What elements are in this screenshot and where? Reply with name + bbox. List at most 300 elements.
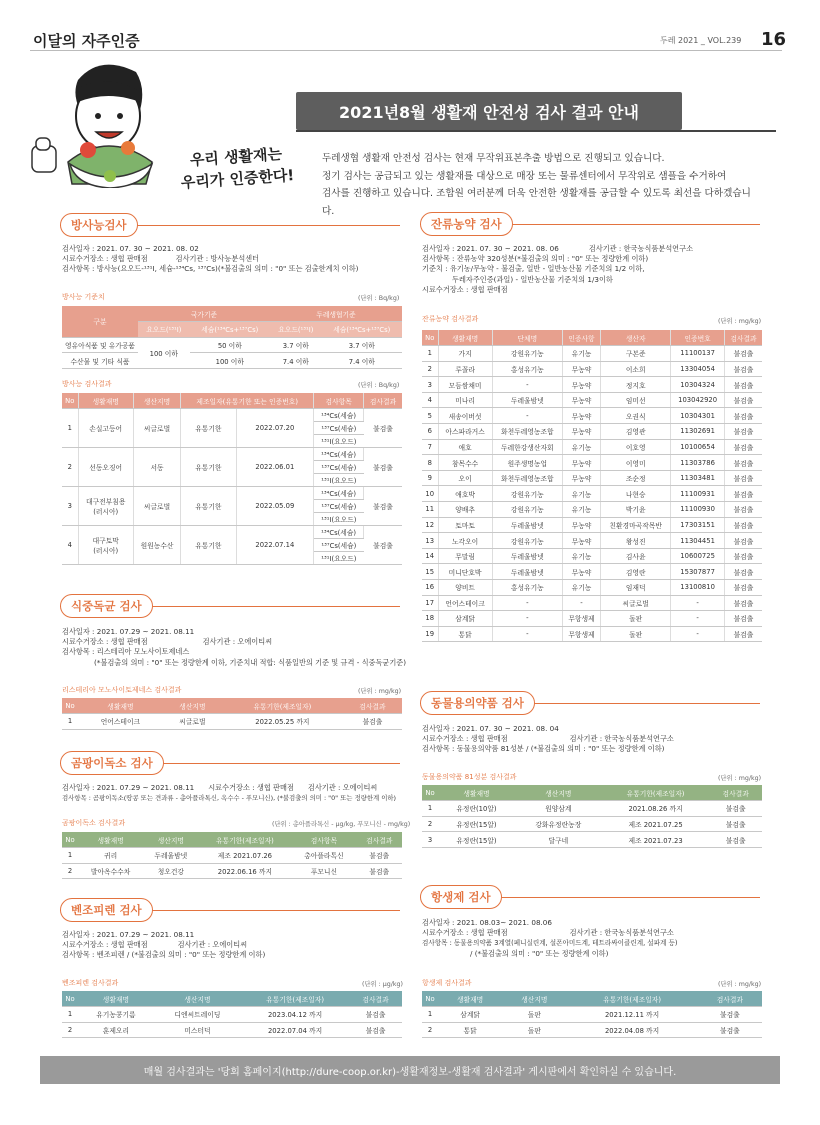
table-row [422, 1007, 762, 1023]
table-cell: 나현승 [601, 486, 671, 502]
table-row [422, 424, 762, 440]
table-cell: 임재덕 [601, 580, 671, 596]
table-cell: 13304054 [671, 361, 725, 377]
table-cell: 참목수수 [438, 455, 492, 471]
table-cell: 왕성진 [601, 533, 671, 549]
food-title: 식중독균 검사 [60, 594, 153, 618]
table-header-row [62, 991, 402, 1007]
table-cell: 오이 [438, 470, 492, 486]
table-row [62, 863, 402, 879]
table-cell: 무농약 [562, 455, 600, 471]
table-cell: 2021.08.26 까지 [602, 801, 710, 817]
unit-label: (단위 : μg/kg) [362, 981, 403, 988]
table-cell: 제조 2021.07.23 [602, 832, 710, 848]
table-row [422, 392, 762, 408]
radiation-title: 방사능검사 [60, 213, 138, 237]
column-header: 검사결과 [357, 832, 402, 848]
table-cell: 강원유기농 [492, 486, 562, 502]
table-cell: - [492, 377, 562, 393]
table-cell: 2 [62, 448, 78, 487]
pesticide-table [422, 330, 762, 642]
table-cell: 2022.07.04 까지 [241, 1022, 349, 1038]
table-header-row [62, 832, 402, 848]
table-cell: - [492, 595, 562, 611]
slogan: 우리 생활재는 우리가 인증한다! [180, 144, 295, 192]
column-header: No [62, 832, 78, 848]
table-cell: 2 [422, 1022, 438, 1038]
table-cell: ¹³⁴Cs(세슘) [314, 526, 364, 539]
table-cell: 10304324 [671, 377, 725, 393]
column-header: 생활재명 [438, 330, 492, 346]
table-cell: 이소희 [601, 361, 671, 377]
table-cell: 양배추 [438, 502, 492, 518]
table-cell: 미스터덕 [154, 1022, 241, 1038]
table-cell: ¹³⁷Cs(세슘) [314, 500, 364, 513]
table-row [422, 486, 762, 502]
table-row [62, 1007, 402, 1023]
table-row [62, 1022, 402, 1038]
table-cell: 대구토막 (러시아) [78, 526, 133, 565]
table-row [62, 714, 402, 730]
table-cell: 씨글로벌 [163, 714, 222, 730]
table-cell: 11304451 [671, 533, 725, 549]
table-caption: 잔류농약 검사결과 [422, 315, 479, 323]
table-cell: 원양삼계 [515, 801, 602, 817]
table-row [422, 801, 762, 817]
table-header-row [422, 785, 762, 801]
table-cell: 무농약 [562, 424, 600, 440]
pesticide-info: 검사일자 : 2021. 07. 30 ~ 2021. 08. 06 검사기관 : 한국농식품분석연구소 검사항목 : 잔류농약 320성분(*불검출의 의미 : "0" 또는 정량한계 이하) 기준치 : 유기농/무농약 - 불검출, 일반 - 일반농산물 기준치의 1/2 이하, 두레자주인증(과일) - 일반농산물 기준치의 1/3이하 시료수거장소 : 생협 판매점 [422, 244, 694, 294]
table-cell: 2022.04.08 까지 [566, 1022, 697, 1038]
table-cell: 2022.07.20 [236, 409, 314, 448]
column-header: 유통기한(제조일자) [566, 991, 697, 1007]
table-cell: 통닭 [438, 1022, 502, 1038]
table-cell: 불검출 [709, 832, 762, 848]
table-row [422, 595, 762, 611]
table-cell: 돌판 [601, 611, 671, 627]
column-header: No [422, 991, 438, 1007]
column-header: 검사결과 [709, 785, 762, 801]
table-cell: 불검출 [724, 611, 762, 627]
table-cell: 불검출 [724, 533, 762, 549]
table-cell: 11100137 [671, 346, 725, 362]
table-cell: 유정란(15알) [438, 816, 515, 832]
column-header: 생활재명 [78, 832, 143, 848]
table-row [422, 517, 762, 533]
table-cell: 2 [62, 863, 78, 879]
table-cell: - [671, 595, 725, 611]
table-cell: 돌판 [502, 1007, 566, 1023]
table-caption: 항생제 검사결과 [422, 979, 472, 987]
table-cell: 두레울밤넷 [492, 548, 562, 564]
table-row [62, 526, 402, 539]
table-cell: 삼계닭 [438, 611, 492, 627]
radiation-info: 검사일자 : 2021. 07. 30 ~ 2021. 08. 02 시료수거장소 : 생협 판매점 검사기관 : 방사능분석센터 검사항목 : 방사능(요오드-¹³¹I, 세슘-¹³⁴Cs, ¹³⁷Cs)(*불검출의 의미 : "0" 또는 검출한계치 이하) [62, 244, 359, 274]
table-cell: 7 [422, 439, 438, 455]
unit-label: (단위 : Bq/kg) [358, 295, 400, 302]
table-cell: 1 [422, 801, 438, 817]
table-cell: 2 [422, 816, 438, 832]
table-row [422, 626, 762, 642]
antibiotic-title: 항생제 검사 [420, 885, 502, 909]
column-header: 검사결과 [724, 330, 762, 346]
table-cell: 손실고등어 [78, 409, 133, 448]
table-cell: 김사윤 [601, 548, 671, 564]
unit-label: (단위 : mg/kg) [718, 981, 762, 988]
table-cell: 원원농수산 [133, 526, 180, 565]
table-row [422, 346, 762, 362]
table-cell: 불검출 [724, 377, 762, 393]
table-cell: 불검출 [724, 470, 762, 486]
table-cell: 미니단호박 [438, 564, 492, 580]
page-title: 2021년8월 생활재 안전성 검사 결과 안내 [296, 92, 682, 130]
table-cell: 불검출 [709, 801, 762, 817]
column-header: 생활재명 [78, 991, 154, 1007]
table-cell: 달구네 [515, 832, 602, 848]
table-cell: 불검출 [724, 392, 762, 408]
table-cell: 유기농 [562, 486, 600, 502]
food-table [62, 698, 402, 730]
table-cell: 불검출 [724, 455, 762, 471]
table-cell: 불검출 [364, 487, 402, 526]
table-cell: ¹³⁴Cs(세슘) [314, 409, 364, 422]
table-cell: 불검출 [724, 548, 762, 564]
table-cell: 대구전부침용 (러시아) [78, 487, 133, 526]
table-cell: 1 [62, 409, 78, 448]
table-cell: 5 [422, 408, 438, 424]
table-cell: 10600725 [671, 548, 725, 564]
table-cell: 돌판 [502, 1022, 566, 1038]
table-cell: 2 [422, 361, 438, 377]
table-cell: ¹³⁴Cs(세슘) [314, 487, 364, 500]
benzo-info: 검사일자 : 2021. 07.29 ~ 2021. 08.11 시료수거장소 : 생협 판매점 검사기관 : 오에이티씨 검사항목 : 벤조피렌 / (*불검출의 의미 : "0" 또는 정량한계 이하) [62, 930, 266, 960]
table-cell: 무농약 [562, 564, 600, 580]
table-cell: 노각오이 [438, 533, 492, 549]
table-cell: 가지 [438, 346, 492, 362]
table-cell: 불검출 [724, 361, 762, 377]
table-cell: 2022.06.01 [236, 448, 314, 487]
table-caption: 곰팡이독소 검사결과 [62, 819, 126, 827]
table-cell: 1 [62, 1007, 78, 1023]
table-cell: 18 [422, 611, 438, 627]
animal-title: 동물용의약품 검사 [420, 691, 535, 715]
header-rule [30, 50, 782, 51]
table-cell: 10304301 [671, 408, 725, 424]
column-header: No [422, 330, 438, 346]
table-cell: 김영란 [601, 564, 671, 580]
table-cell: 돌판 [601, 626, 671, 642]
table-cell: 강화유정란농장 [515, 816, 602, 832]
column-header: 검사결과 [343, 698, 402, 714]
table-row [62, 848, 402, 864]
table-cell: 2023.04.12 까지 [241, 1007, 349, 1023]
table-cell: 불검출 [724, 408, 762, 424]
table-cell: 유통기한 [181, 409, 236, 448]
column-header: 인증번호 [671, 330, 725, 346]
table-cell: 불검출 [364, 448, 402, 487]
table-header-row [422, 991, 762, 1007]
column-header: 유통기한(제조일자) [602, 785, 710, 801]
table-cell: 불검출 [724, 580, 762, 596]
table-cell: 통닭 [438, 626, 492, 642]
table-cell: 2022.07.14 [236, 526, 314, 565]
table-cell: 2 [62, 1022, 78, 1038]
table-cell: 유정란(10알) [438, 801, 515, 817]
intro-text: 두레생협 생활재 안전성 검사는 현재 무작위표본추출 방법으로 진행되고 있습니다. 정기 검사는 공급되고 있는 생활재를 대상으로 매장 또는 물류센터에서 무작위로 샘플을 수거하여 검사를 진행하고 있습니다. 조합원 여러분께 더욱 안전한 생활재를 공급할 수 있도록 최선을 다하겠습니다. [322, 153, 751, 217]
table-cell: 모듬쌈채미 [438, 377, 492, 393]
table-cell: 유기농 [562, 346, 600, 362]
animal-table [422, 785, 762, 848]
table-row [422, 580, 762, 596]
table-cell: ¹³¹I(요오드) [314, 552, 364, 565]
column-header: 유통기한(제조일자) [198, 832, 291, 848]
table-cell: 김영관 [601, 424, 671, 440]
table-cell: - [671, 611, 725, 627]
table-row [422, 1022, 762, 1038]
table-cell: 불검출 [724, 486, 762, 502]
unit-label: (단위 : mg/kg) [718, 775, 762, 782]
table-cell: 11303481 [671, 470, 725, 486]
table-cell: 불검출 [357, 863, 402, 879]
table-cell: 친환경마곡작목반 [601, 517, 671, 533]
table-cell: 무말림 [438, 548, 492, 564]
table-cell: 불검출 [724, 595, 762, 611]
table-cell: 디엔씨트레이딩 [154, 1007, 241, 1023]
table-cell: 유기농 [562, 548, 600, 564]
table-cell: 10100654 [671, 439, 725, 455]
table-cell: 두레울밤넷 [492, 564, 562, 580]
radiation-standard-table: 구분 국가기준 두레생협기준 요오드(¹³¹I) 세슘(¹³⁴Cs+¹³⁷Cs) 요오드(¹³¹I) 세슘(¹³⁴Cs+¹³⁷Cs) 영유아식품 및 유가공품 100 이하 50 이하 3.7 이하 3.7 이하 수산물 및 기타 식품 100 이하 7.4 이하 7.4 이하 [62, 306, 402, 369]
table-cell: 불검출 [364, 526, 402, 565]
table-cell: 정지호 [601, 377, 671, 393]
table-cell: 애호박 [438, 486, 492, 502]
table-cell: 두레울밤넷 [492, 392, 562, 408]
table-cell: 임미선 [601, 392, 671, 408]
table-row [422, 408, 762, 424]
footer-notice: 매월 검사결과는 '당회 홈페이지(http://dure-coop.or.kr)-생활재정보-생활재 검사결과' 게시판에서 확인하실 수 있습니다. [40, 1056, 780, 1084]
table-cell: 유통기한 [181, 526, 236, 565]
table-cell: 9 [422, 470, 438, 486]
table-cell: 무농약 [562, 377, 600, 393]
table-cell: 3 [422, 832, 438, 848]
animal-info: 검사일자 : 2021. 07. 30 ~ 2021. 08. 04 시료수거장소 : 생협 판매점 검사기관 : 한국농식품분석연구소 검사항목 : 동물용의약품 81성분 / (*불검출의 의미 : "0" 또는 정량한계 이하) [422, 724, 674, 754]
table-cell: 11100931 [671, 486, 725, 502]
table-cell: 두레울밤넷 [492, 517, 562, 533]
table-cell: ¹³¹I(요오드) [314, 435, 364, 448]
table-cell: 불검출 [724, 502, 762, 518]
table-row [422, 611, 762, 627]
table-cell: 유통기한 [181, 448, 236, 487]
table-cell: 무농약 [562, 392, 600, 408]
table-row [422, 470, 762, 486]
table-row [62, 409, 402, 422]
table-cell: 이호영 [601, 439, 671, 455]
unit-label: (단위 : 총아플라톡신 - μg/kg, 푸모니신 - mg/kg) [272, 821, 411, 828]
table-cell: 푸모니신 [291, 863, 356, 879]
table-cell: 서동 [133, 448, 180, 487]
table-caption: 방사능 기준치 [62, 293, 105, 301]
table-cell: 강원유기농 [492, 346, 562, 362]
mold-info: 검사일자 : 2021. 07.29 ~ 2021. 08.11 시료수거장소 : 생협 판매점 검사기관 : 오에이티씨 검사항목 : 곰팡이독소(땅콩 또는 견과류 - 총아플라톡신, 옥수수 - 푸모니신), (*불검출의 의미 : "0" 또는 정량한계 이하) [62, 783, 397, 803]
table-cell: 무농약 [562, 408, 600, 424]
table-cell: 15307877 [671, 564, 725, 580]
food-info: 검사일자 : 2021. 07.29 ~ 2021. 08.11 시료수거장소 : 생협 판매점 검사기관 : 오에이티씨 검사항목 : 리스테리아 모노사이토제네스 (*불검출의 의미 : "0" 또는 정량한계 이하, 기준치내 적합: 식품일반의 기준 및 규격 - 식중독균기준) [62, 627, 407, 667]
column-header: 생활재명 [438, 991, 502, 1007]
table-row [422, 361, 762, 377]
table-cell: 애호 [438, 439, 492, 455]
table-cell: 유기농 [562, 580, 600, 596]
column-header: 인증사항 [562, 330, 600, 346]
table-cell: 유기농 [562, 439, 600, 455]
title-rule [296, 130, 776, 132]
table-cell: 11100930 [671, 502, 725, 518]
table-cell: 오권식 [601, 408, 671, 424]
table-cell: ¹³⁷Cs(세슘) [314, 422, 364, 435]
table-cell: 강원유기농 [492, 533, 562, 549]
column-header: 생활재명 [78, 698, 163, 714]
table-cell: 강원유기농 [492, 502, 562, 518]
table-cell: 10 [422, 486, 438, 502]
table-cell: 1 [62, 848, 78, 864]
column-header: 생산지명 [154, 991, 241, 1007]
column-header: 검사결과 [698, 991, 762, 1007]
table-cell: 불검출 [724, 517, 762, 533]
table-cell: 훈제오리 [78, 1022, 154, 1038]
mold-title: 곰팡이독소 검사 [60, 751, 164, 775]
table-cell: 13 [422, 533, 438, 549]
table-cell: - [492, 626, 562, 642]
table-cell: 불검출 [343, 714, 402, 730]
table-cell: ¹³⁷Cs(세슘) [314, 461, 364, 474]
table-row [62, 448, 402, 461]
table-cell: ¹³¹I(요오드) [314, 513, 364, 526]
table-cell: 무농약 [562, 361, 600, 377]
table-cell: 유기농 [562, 502, 600, 518]
unit-label: (단위 : Bq/kg) [358, 382, 400, 389]
unit-label: (단위 : mg/kg) [718, 318, 762, 325]
table-cell: 조순정 [601, 470, 671, 486]
table-cell: 불검출 [357, 848, 402, 864]
table-cell: 무농약 [562, 517, 600, 533]
table-row [62, 487, 402, 500]
mold-table [62, 832, 402, 879]
radiation-result-table: No 생활재명 생산지명 제조일자(유통기한 또는 인증번호) 검사항목 검사결과 1 손실고등어 씨글로벌 유통기한 2022.07.20 ¹³⁴Cs(세슘) 불검출 ¹³⁷Cs(세슘) ¹³¹I(요오드) 2 선동오징어 서동 유통기한 2022.06.01 ¹³⁴Cs(세슘) 불검출 ¹³⁷Cs(세슘) ¹³¹I(요오드) 3 대구전부침용 (러시아) 씨글로벌 유통기한 2022.05.09 ¹³⁴Cs(세슘) 불검출 ¹³⁷Cs(세슘) ¹³¹I(요오드) 4 대구토막 (러시아) 원원농수산 유통기한 2022.07.14 ¹³⁴Cs(세슘) 불검출 ¹³⁷Cs(세슘) ¹³¹I(요오드) [62, 393, 402, 565]
table-cell: - [671, 626, 725, 642]
table-cell: 언어스테이크 [78, 714, 163, 730]
table-cell: 화천두레영농조합 [492, 470, 562, 486]
table-cell: 8 [422, 455, 438, 471]
table-cell: 두레울밤넷 [143, 848, 198, 864]
table-cell: 14 [422, 548, 438, 564]
table-cell: 유정란(15알) [438, 832, 515, 848]
column-header: 생산지명 [163, 698, 222, 714]
table-cell: 15 [422, 564, 438, 580]
table-cell: 11302691 [671, 424, 725, 440]
table-cell: ¹³¹I(요오드) [314, 474, 364, 487]
table-cell: 언어스테이크 [438, 595, 492, 611]
table-row [422, 832, 762, 848]
table-row [422, 502, 762, 518]
table-cell: ¹³⁴Cs(세슘) [314, 448, 364, 461]
table-cell: 박기윤 [601, 502, 671, 518]
table-caption: 리스테리아 모노사이토제네스 검사결과 [62, 686, 182, 694]
table-header-row [62, 698, 402, 714]
section-label: 이달의 자주인증 [33, 32, 140, 50]
table-cell: 2022.05.25 까지 [222, 714, 343, 730]
table-cell: 총아플라톡신 [291, 848, 356, 864]
table-cell: 2021.12.11 까지 [566, 1007, 697, 1023]
table-cell: 16 [422, 580, 438, 596]
pesticide-title: 잔류농약 검사 [420, 212, 513, 236]
table-cell: 6 [422, 424, 438, 440]
table-cell: 19 [422, 626, 438, 642]
table-cell: 두레한강생산자회 [492, 439, 562, 455]
table-cell: 불검출 [349, 1007, 402, 1023]
page-number: 16 [761, 29, 787, 50]
column-header: 유통기한(제조일자) [241, 991, 349, 1007]
table-cell: 귀리 [78, 848, 143, 864]
table-cell: 선동오징어 [78, 448, 133, 487]
table-caption: 동물용의약품 81성분 검사결과 [422, 773, 517, 781]
table-cell: 불검출 [724, 439, 762, 455]
table-cell: 무항생제 [562, 611, 600, 627]
table-cell: 103042920 [671, 392, 725, 408]
table-cell: 토마토 [438, 517, 492, 533]
table-row [422, 439, 762, 455]
table-row [422, 377, 762, 393]
benzo-title: 벤조피렌 검사 [60, 898, 153, 922]
table-cell: 불검출 [724, 424, 762, 440]
table-cell: 새송이버섯 [438, 408, 492, 424]
table-cell: 불검출 [698, 1007, 762, 1023]
table-cell: 4 [422, 392, 438, 408]
table-cell: 씨글로벌 [133, 487, 180, 526]
table-cell: 11303786 [671, 455, 725, 471]
column-header: 검사결과 [349, 991, 402, 1007]
table-cell: 17 [422, 595, 438, 611]
column-header: 생산지명 [143, 832, 198, 848]
table-cell: 불검출 [724, 564, 762, 580]
table-cell: 유기농콩기름 [78, 1007, 154, 1023]
table-caption: 방사능 검사결과 [62, 380, 112, 388]
table-cell: 씨글로벌 [133, 409, 180, 448]
table-cell: ¹³⁷Cs(세슘) [314, 539, 364, 552]
table-cell: 불검출 [724, 626, 762, 642]
column-header: No [62, 991, 78, 1007]
table-cell: 청오건강 [143, 863, 198, 879]
antibiotic-info: 검사일자 : 2021. 08.03~ 2021. 08.06 시료수거장소 : 생협 판매점 검사기관 : 한국농식품분석연구소 검사항목 : 동물용의약품 3계열(페니실린계, 설폰아미드계, 테트라싸이클린계, 설파계 등) / (*불검출의 의미 : "0" 또는 정량한계 이하) [422, 918, 678, 958]
table-cell: 무농약 [562, 470, 600, 486]
table-cell: 불검출 [349, 1022, 402, 1038]
mascot-illustration [28, 58, 188, 188]
column-header: No [422, 785, 438, 801]
table-cell: 화천두레영농조합 [492, 424, 562, 440]
column-header: 유통기한(제조일자) [222, 698, 343, 714]
column-header: 생산자 [601, 330, 671, 346]
table-cell: 4 [62, 526, 78, 565]
column-header: 검사항목 [291, 832, 356, 848]
table-cell: 원주생명농업 [492, 455, 562, 471]
table-cell: 양비트 [438, 580, 492, 596]
table-cell: 17303151 [671, 517, 725, 533]
table-cell: 3 [62, 487, 78, 526]
table-cell: - [492, 611, 562, 627]
table-cell: 1 [62, 714, 78, 730]
table-cell: 유통기한 [181, 487, 236, 526]
column-header: 단체명 [492, 330, 562, 346]
table-cell: 아스파라거스 [438, 424, 492, 440]
table-cell: 삼계닭 [438, 1007, 502, 1023]
